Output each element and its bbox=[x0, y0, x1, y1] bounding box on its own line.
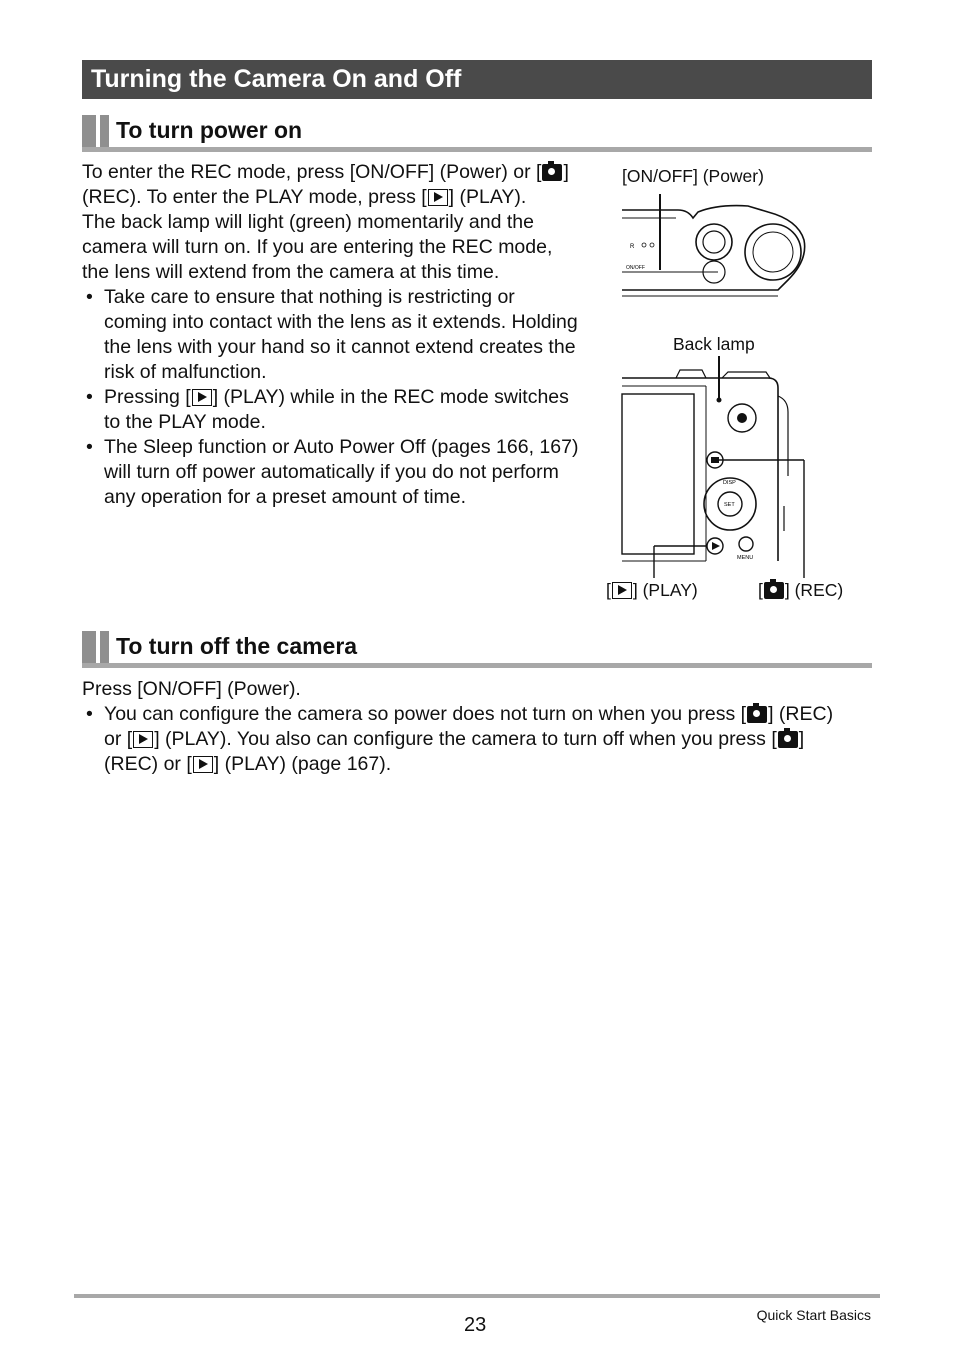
power-on-text bbox=[82, 160, 582, 510]
camera-icon bbox=[747, 706, 767, 723]
section-title: To turn power on bbox=[116, 117, 303, 143]
text-run: ] (REC) or [ bbox=[104, 703, 834, 750]
text-run: ] (REC). To enter the PLAY mode, press [ bbox=[82, 161, 569, 208]
disp-label: DISP bbox=[723, 480, 736, 486]
back-lamp-label: Back lamp bbox=[673, 334, 755, 354]
heading-bar-decoration bbox=[100, 631, 109, 663]
top-dial bbox=[722, 372, 770, 378]
heading-bar-decoration bbox=[82, 631, 96, 663]
list-item bbox=[82, 385, 582, 435]
top-bump bbox=[676, 370, 706, 378]
text-run: ] (PLAY). You also can configure the camera to turn off when you press [ bbox=[154, 728, 777, 750]
set-label: SET bbox=[724, 502, 735, 508]
text-run: To enter the REC mode, press [ON/OFF] (Power) or [ bbox=[82, 161, 542, 183]
strap-side bbox=[778, 396, 788, 531]
camera-top-view-illustration bbox=[618, 190, 818, 305]
rec-button-label bbox=[758, 580, 843, 601]
camera-icon bbox=[764, 582, 784, 599]
paragraph bbox=[82, 160, 582, 210]
panel-letter: R bbox=[630, 244, 635, 250]
back-lamp bbox=[717, 398, 722, 403]
text-run: [ bbox=[758, 580, 763, 600]
play-button-label bbox=[606, 580, 698, 601]
text-run: ] (PLAY) bbox=[632, 580, 698, 600]
menu-button bbox=[739, 537, 753, 551]
play-icon bbox=[133, 731, 153, 748]
footer-section-name: Quick Start Basics bbox=[756, 1307, 871, 1323]
shutter-dial bbox=[696, 224, 732, 260]
text-run: ] (PLAY) (page 167). bbox=[213, 753, 392, 775]
text-run: ] (REC) bbox=[784, 580, 844, 600]
heading-bar-decoration bbox=[82, 115, 96, 147]
onoff-button-text: ON/OFF bbox=[626, 265, 645, 271]
camera-back-outline bbox=[622, 378, 778, 561]
chapter-title: Turning the Camera On and Off bbox=[91, 65, 462, 93]
zoom-button-center bbox=[737, 413, 747, 423]
text-run: You can configure the camera so power does not turn on when you press [ bbox=[104, 703, 747, 725]
menu-label: MENU bbox=[737, 555, 754, 561]
text-run: ] (PLAY). bbox=[448, 186, 527, 208]
text-run: ] (PLAY) while in the REC mode switches to the PLAY mode. bbox=[104, 386, 569, 433]
bullet-list bbox=[82, 702, 852, 777]
indicator-dot bbox=[642, 243, 646, 247]
play-button-icon bbox=[712, 542, 720, 550]
camera-back-view-illustration bbox=[618, 356, 810, 578]
lcd-screen bbox=[622, 394, 694, 554]
text-run: ] (REC) or [ bbox=[104, 728, 805, 775]
onoff-label: [ON/OFF] (Power) bbox=[622, 166, 764, 186]
paragraph: The back lamp will light (green) momentarily and the camera will turn on. If you are entering the REC mode, the lens will extend from the camera at this time. bbox=[82, 211, 553, 283]
camera-icon bbox=[542, 164, 562, 181]
shutter-button bbox=[703, 231, 725, 253]
list-item bbox=[82, 702, 852, 777]
page-number: 23 bbox=[464, 1314, 487, 1336]
section-title: To turn off the camera bbox=[116, 633, 358, 659]
play-icon bbox=[193, 756, 213, 773]
section-heading-power-off bbox=[82, 631, 872, 668]
section-heading-power-on bbox=[82, 115, 872, 152]
paragraph: Press [ON/OFF] (Power). bbox=[82, 678, 301, 700]
play-icon bbox=[428, 189, 448, 206]
play-icon bbox=[192, 389, 212, 406]
chapter-banner bbox=[82, 60, 872, 99]
heading-bar-decoration bbox=[100, 115, 109, 147]
text-run: [ bbox=[606, 580, 611, 600]
camera-icon bbox=[778, 731, 798, 748]
play-icon bbox=[612, 582, 632, 599]
power-off-text bbox=[82, 677, 852, 777]
footer-rule bbox=[74, 1294, 880, 1298]
indicator-dot bbox=[650, 243, 654, 247]
bullet-list bbox=[82, 285, 582, 510]
text-run: Pressing [ bbox=[104, 386, 191, 408]
list-item: • Take care to ensure that nothing is restricting or coming into contact with the lens as it extends. Holding the lens with your hand so it cannot extend creates the risk of malfunction. bbox=[82, 285, 582, 385]
mode-dial-inner bbox=[753, 232, 793, 272]
list-item: • The Sleep function or Auto Power Off (pages 166, 167) will turn off power automatically if you do not perform any operation for a preset amount of time. bbox=[82, 435, 582, 510]
